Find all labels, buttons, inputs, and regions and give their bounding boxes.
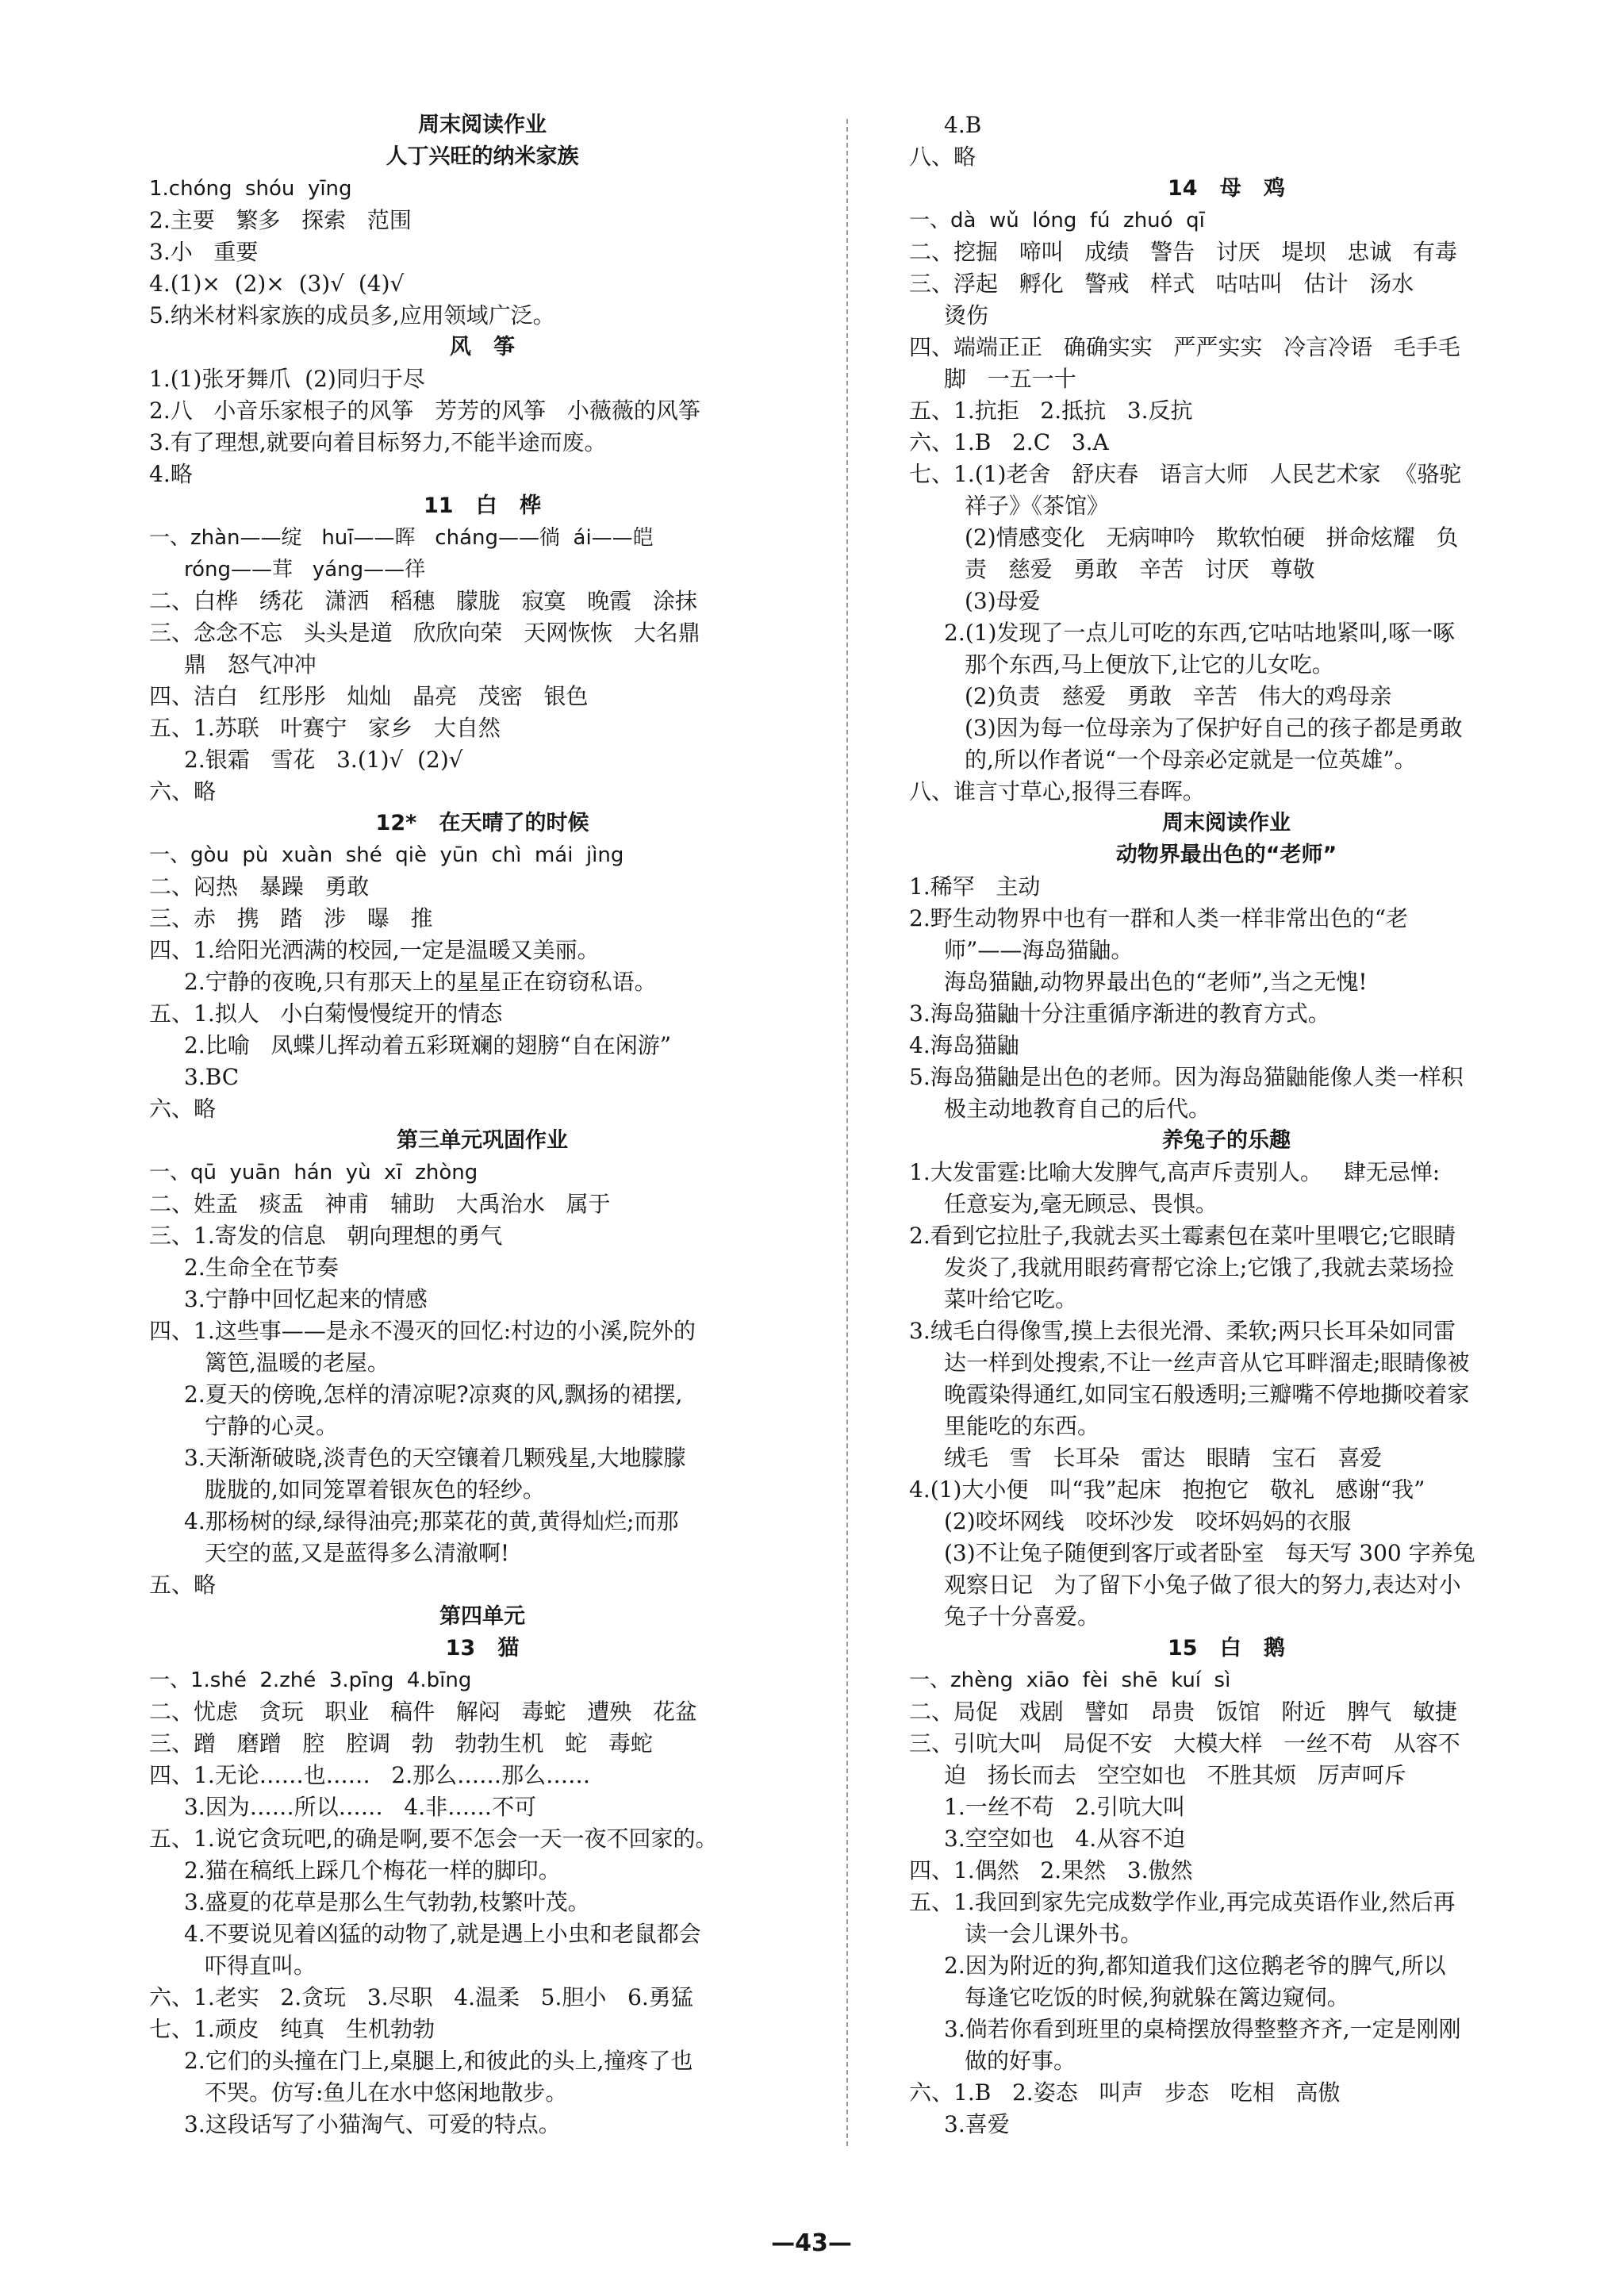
answer-line: 五、1.我回到家先完成数学作业,再完成英语作业,然后再 xyxy=(909,1889,1456,1915)
answer-line: 2.银霜 雪花 3.(1)√ (2)√ xyxy=(184,747,463,773)
answer-line: (3)不让兔子随便到客厅或者卧室 每天写 300 字养兔 xyxy=(944,1540,1475,1566)
answer-line: róng——茸 yáng——徉 xyxy=(184,558,426,582)
answer-line: 3.海岛猫鼬十分注重循序渐进的教育方式。 xyxy=(909,1000,1330,1027)
section-heading: 人丁兴旺的纳米家族 xyxy=(386,144,579,169)
answer-line: 二、局促 戏剧 譬如 昂贵 饭馆 附近 脾气 敏捷 xyxy=(909,1699,1457,1725)
answer-line: 八、谁言寸草心,报得三春晖。 xyxy=(909,778,1205,804)
column-divider xyxy=(846,119,848,2146)
section-heading: 13 猫 xyxy=(445,1636,520,1661)
answer-line: 师”——海岛猫鼬。 xyxy=(944,937,1134,963)
answer-line: 篱笆,温暖的老屋。 xyxy=(205,1350,389,1376)
answer-line: 四、端端正正 确确实实 严严实实 冷言冷语 毛手毛 xyxy=(909,334,1460,360)
answer-line: 4.不要说见着凶猛的动物了,就是遇上小虫和老鼠都会 xyxy=(184,1921,701,1947)
answer-line: 烫伤 xyxy=(944,302,989,328)
answer-line: 四、1.无论……也…… 2.那么……那么…… xyxy=(149,1762,591,1788)
answer-line: 天空的蓝,又是蓝得多么清澈啊! xyxy=(205,1540,510,1566)
answer-line: 海岛猫鼬,动物界最出色的“老师”,当之无愧! xyxy=(944,969,1368,995)
answer-line: 一、dà wǔ lóng fú zhuó qī xyxy=(909,209,1205,232)
answer-line: 二、忧虑 贪玩 职业 稿件 解闷 毒蛇 遭殃 花盆 xyxy=(149,1699,697,1725)
answer-line: 2.比喻 凤蝶儿挥动着五彩斑斓的翅膀“自在闲游” xyxy=(184,1032,672,1058)
answer-line: 4.那杨树的绿,绿得油亮;那菜花的黄,黄得灿烂;而那 xyxy=(184,1508,679,1534)
section-heading: 11 白 桦 xyxy=(424,493,541,518)
answer-line: 1.大发雷霆:比喻大发脾气,高声斥责别人。 肆无忌惮: xyxy=(909,1159,1441,1185)
answer-line: 祥子》《茶馆》 xyxy=(965,493,1110,519)
answer-line: 3.绒毛白得像雪,摸上去很光滑、柔软;两只长耳朵如同雷 xyxy=(909,1318,1456,1344)
answer-line: 四、1.偶然 2.果然 3.傲然 xyxy=(909,1857,1193,1883)
answer-line: 鼎 怒气冲冲 xyxy=(184,651,317,678)
answer-line: 兔子十分喜爱。 xyxy=(944,1603,1100,1630)
answer-line: 七、1.(1)老舍 舒庆春 语言大师 人民艺术家 《骆驼 xyxy=(909,461,1462,487)
answer-line: 任意妄为,毫无顾忌、畏惧。 xyxy=(944,1191,1218,1217)
answer-line: 一、zhàn——绽 huī——晖 cháng——徜 ái——皑 xyxy=(149,526,654,550)
answer-line: 五、1.拟人 小白菊慢慢绽开的情态 xyxy=(149,1000,503,1027)
answer-line: 2.(1)发现了一点儿可吃的东西,它咕咕地紧叫,啄一啄 xyxy=(944,620,1456,646)
section-heading: 动物界最出色的“老师” xyxy=(1115,843,1337,867)
answer-line: 发炎了,我就用眼药膏帮它涂上;它饿了,我就去菜场捡 xyxy=(944,1254,1455,1280)
answer-line: 3.宁静中回忆起来的情感 xyxy=(184,1286,428,1312)
answer-line: 四、洁白 红彤彤 灿灿 晶亮 茂密 银色 xyxy=(149,683,589,709)
right-column xyxy=(909,109,1544,2141)
answer-line: 六、1.老实 2.贪玩 3.尽职 4.温柔 5.胆小 6.勇猛 xyxy=(149,1984,693,2010)
answer-line: 一、qū yuān hán yù xī zhòng xyxy=(149,1161,478,1184)
answer-line: 迫 扬长而去 空空如也 不胜其烦 厉声呵斥 xyxy=(944,1762,1406,1788)
answer-line: (3)因为每一位母亲为了保护好自己的孩子都是勇敢 xyxy=(965,715,1463,741)
answer-line: 绒毛 雪 长耳朵 雷达 眼睛 宝石 喜爱 xyxy=(944,1445,1383,1471)
answer-line: 责 慈爱 勇敢 辛苦 讨厌 尊敬 xyxy=(965,556,1315,582)
answer-line: 五、略 xyxy=(149,1572,217,1598)
answer-line: 三、引吭大叫 局促不安 大模大样 一丝不苟 从容不 xyxy=(909,1730,1460,1757)
answer-line: 极主动地教育自己的后代。 xyxy=(944,1096,1211,1122)
answer-line: 达一样到处搜索,不让一丝声音从它耳畔溜走;眼睛像被 xyxy=(944,1350,1470,1376)
answer-line: 吓得直叫。 xyxy=(205,1952,317,1979)
answer-line: 3.这段话写了小猫淘气、可爱的特点。 xyxy=(184,2111,561,2137)
answer-line: 六、1.B 2.姿态 叫声 步态 吃相 高傲 xyxy=(909,2079,1341,2106)
answer-line: 1.chóng shóu yīng xyxy=(149,177,352,201)
answer-line: 四、1.这些事——是永不漫灭的回忆:村边的小溪,院外的 xyxy=(149,1318,696,1344)
section-heading: 周末阅读作业 xyxy=(1162,811,1291,835)
answer-line: 二、挖掘 啼叫 成绩 警告 讨厌 堤坝 忠诚 有毒 xyxy=(909,239,1457,265)
answer-line: (2)情感变化 无病呻吟 欺软怕硬 拼命炫耀 负 xyxy=(965,524,1459,551)
answer-line: 三、1.寄发的信息 朝向理想的勇气 xyxy=(149,1223,503,1249)
answer-line: 2.因为附近的狗,都知道我们这位鹅老爷的脾气,所以 xyxy=(944,1952,1446,1979)
answer-line: 1.(1)张牙舞爪 (2)同归于尽 xyxy=(149,366,425,392)
answer-line: 3.因为……所以…… 4.非……不可 xyxy=(184,1794,537,1820)
answer-line: 六、1.B 2.C 3.A xyxy=(909,429,1109,455)
answer-line: 宁静的心灵。 xyxy=(205,1413,339,1439)
answer-line: 2.野生动物界中也有一群和人类一样非常出色的“老 xyxy=(909,905,1409,931)
answer-line: 3.倘若你看到班里的桌椅摆放得整整齐齐,一定是刚刚 xyxy=(944,2016,1461,2042)
answer-line: 五、1.苏联 叶赛宁 家乡 大自然 xyxy=(149,715,501,741)
answer-line: 一、1.shé 2.zhé 3.pīng 4.bīng xyxy=(149,1668,472,1692)
answer-line: 那个东西,马上便放下,让它的儿女吃。 xyxy=(965,651,1334,678)
answer-line: 三、赤 携 踏 涉 曝 推 xyxy=(149,905,433,931)
answer-line: 3.空空如也 4.从容不迫 xyxy=(944,1826,1186,1852)
answer-line: 菜叶给它吃。 xyxy=(944,1286,1078,1312)
answer-line: 1.一丝不苟 2.引吭大叫 xyxy=(944,1794,1186,1820)
answer-line: 4.海岛猫鼬 xyxy=(909,1032,1019,1058)
answer-line: 观察日记 为了留下小兔子做了很大的努力,表达对小 xyxy=(944,1572,1461,1598)
left-column xyxy=(149,109,815,2141)
answer-line: 2.猫在稿纸上踩几个梅花一样的脚印。 xyxy=(184,1857,561,1883)
section-heading: 15 白 鹅 xyxy=(1168,1636,1285,1661)
answer-line: 2.主要 繁多 探索 范围 xyxy=(149,207,412,233)
answer-line: 2.生命全在节奏 xyxy=(184,1254,339,1280)
answer-line: 2.夏天的傍晚,怎样的清凉呢?凉爽的风,飘扬的裙摆, xyxy=(184,1381,683,1407)
answer-line: 3.BC xyxy=(184,1064,240,1090)
answer-line: 2.宁静的夜晚,只有那天上的星星正在窃窃私语。 xyxy=(184,969,657,995)
answer-line: 五、1.说它贪玩吧,的确是啊,要不怎会一天一夜不回家的。 xyxy=(149,1826,718,1852)
page-number: —43— xyxy=(771,2229,852,2257)
section-heading: 12* 在天晴了的时候 xyxy=(375,811,589,835)
answer-line: (3)母爱 xyxy=(965,588,1041,614)
answer-line: 3.天渐渐破晓,淡青色的天空镶着几颗残星,大地朦朦 xyxy=(184,1445,686,1471)
answer-line: 一、gòu pù xuàn shé qiè yūn chì mái jìng xyxy=(149,843,624,867)
answer-line: (2)负责 慈爱 勇敢 辛苦 伟大的鸡母亲 xyxy=(965,683,1392,709)
answer-line: 做的好事。 xyxy=(965,2048,1076,2074)
answer-line: 2.八 小音乐家根子的风筝 芳芳的风筝 小薇薇的风筝 xyxy=(149,397,700,424)
answer-line: 3.喜爱 xyxy=(944,2111,1010,2137)
answer-line: 三、蹭 磨蹭 腔 腔调 勃 勃勃生机 蛇 毒蛇 xyxy=(149,1730,653,1757)
answer-line: 3.盛夏的花草是那么生气勃勃,枝繁叶茂。 xyxy=(184,1889,590,1915)
answer-line: 六、略 xyxy=(149,778,217,804)
section-heading: 风 筝 xyxy=(449,335,516,359)
answer-line: 二、姓孟 痰盂 神甫 辅助 大禹治水 属于 xyxy=(149,1191,611,1217)
answer-line: 三、浮起 孵化 警戒 样式 咕咕叫 估计 汤水 xyxy=(909,271,1414,297)
answer-line: 5.海岛猫鼬是出色的老师。因为海岛猫鼬能像人类一样积 xyxy=(909,1064,1464,1090)
answer-line: (2)咬坏网线 咬坏沙发 咬坏妈妈的衣服 xyxy=(944,1508,1352,1534)
answer-line: 八、略 xyxy=(909,144,976,170)
answer-line: 4.(1)× (2)× (3)√ (4)√ xyxy=(149,271,405,297)
answer-line: 不哭。仿写:鱼儿在水中悠闲地散步。 xyxy=(205,2079,568,2106)
answer-line: 3.小 重要 xyxy=(149,239,259,265)
answer-line: 4.(1)大小便 叫“我”起床 抱抱它 敬礼 感谢“我” xyxy=(909,1476,1425,1503)
answer-line: 七、1.顽皮 纯真 生机勃勃 xyxy=(149,2016,435,2042)
answer-line: 脚 一五一十 xyxy=(944,366,1076,392)
answer-line: 1.稀罕 主动 xyxy=(909,873,1041,900)
answer-line: 读一会儿课外书。 xyxy=(965,1921,1143,1947)
section-heading: 14 母 鸡 xyxy=(1168,176,1285,201)
answer-line: 3.有了理想,就要向着目标努力,不能半途而废。 xyxy=(149,429,607,455)
answer-line: 2.它们的头撞在门上,桌腿上,和彼此的头上,撞疼了也 xyxy=(184,2048,693,2074)
answer-line: 三、念念不忘 头头是道 欣欣向荣 天网恢恢 大名鼎 xyxy=(149,620,700,646)
section-heading: 第三单元巩固作业 xyxy=(397,1128,568,1153)
answer-line: 5.纳米材料家族的成员多,应用领域广泛。 xyxy=(149,302,555,328)
section-heading: 周末阅读作业 xyxy=(418,113,547,137)
answer-line: 里能吃的东西。 xyxy=(944,1413,1100,1439)
answer-line: 2.看到它拉肚子,我就去买土霉素包在菜叶里喂它;它眼睛 xyxy=(909,1223,1456,1249)
answer-line: 二、白桦 绣花 潇洒 稻穗 朦胧 寂寞 晚霞 涂抹 xyxy=(149,588,697,614)
answer-line: 四、1.给阳光洒满的校园,一定是温暖又美丽。 xyxy=(149,937,600,963)
answer-line: 六、略 xyxy=(149,1096,217,1122)
answer-line: 晚霞染得通红,如同宝石般透明;三瓣嘴不停地撕咬着家 xyxy=(944,1381,1470,1407)
answer-line: 每逢它吃饭的时候,狗就躲在篱边窥伺。 xyxy=(965,1984,1349,2010)
section-heading: 第四单元 xyxy=(439,1604,525,1629)
answer-line: 一、zhèng xiāo fèi shē kuí sì xyxy=(909,1668,1231,1692)
answer-line: 胧胧的,如同笼罩着银灰色的轻纱。 xyxy=(205,1476,545,1503)
answer-line: 五、1.抗拒 2.抵抗 3.反抗 xyxy=(909,397,1193,424)
answer-line: 4.B xyxy=(944,112,982,138)
section-heading: 养兔子的乐趣 xyxy=(1162,1128,1291,1153)
answer-line: 4.略 xyxy=(149,461,193,487)
answer-line: 的,所以作者说“一个母亲必定就是一位英雄”。 xyxy=(965,747,1417,773)
answer-line: 二、闷热 暴躁 勇敢 xyxy=(149,873,370,900)
